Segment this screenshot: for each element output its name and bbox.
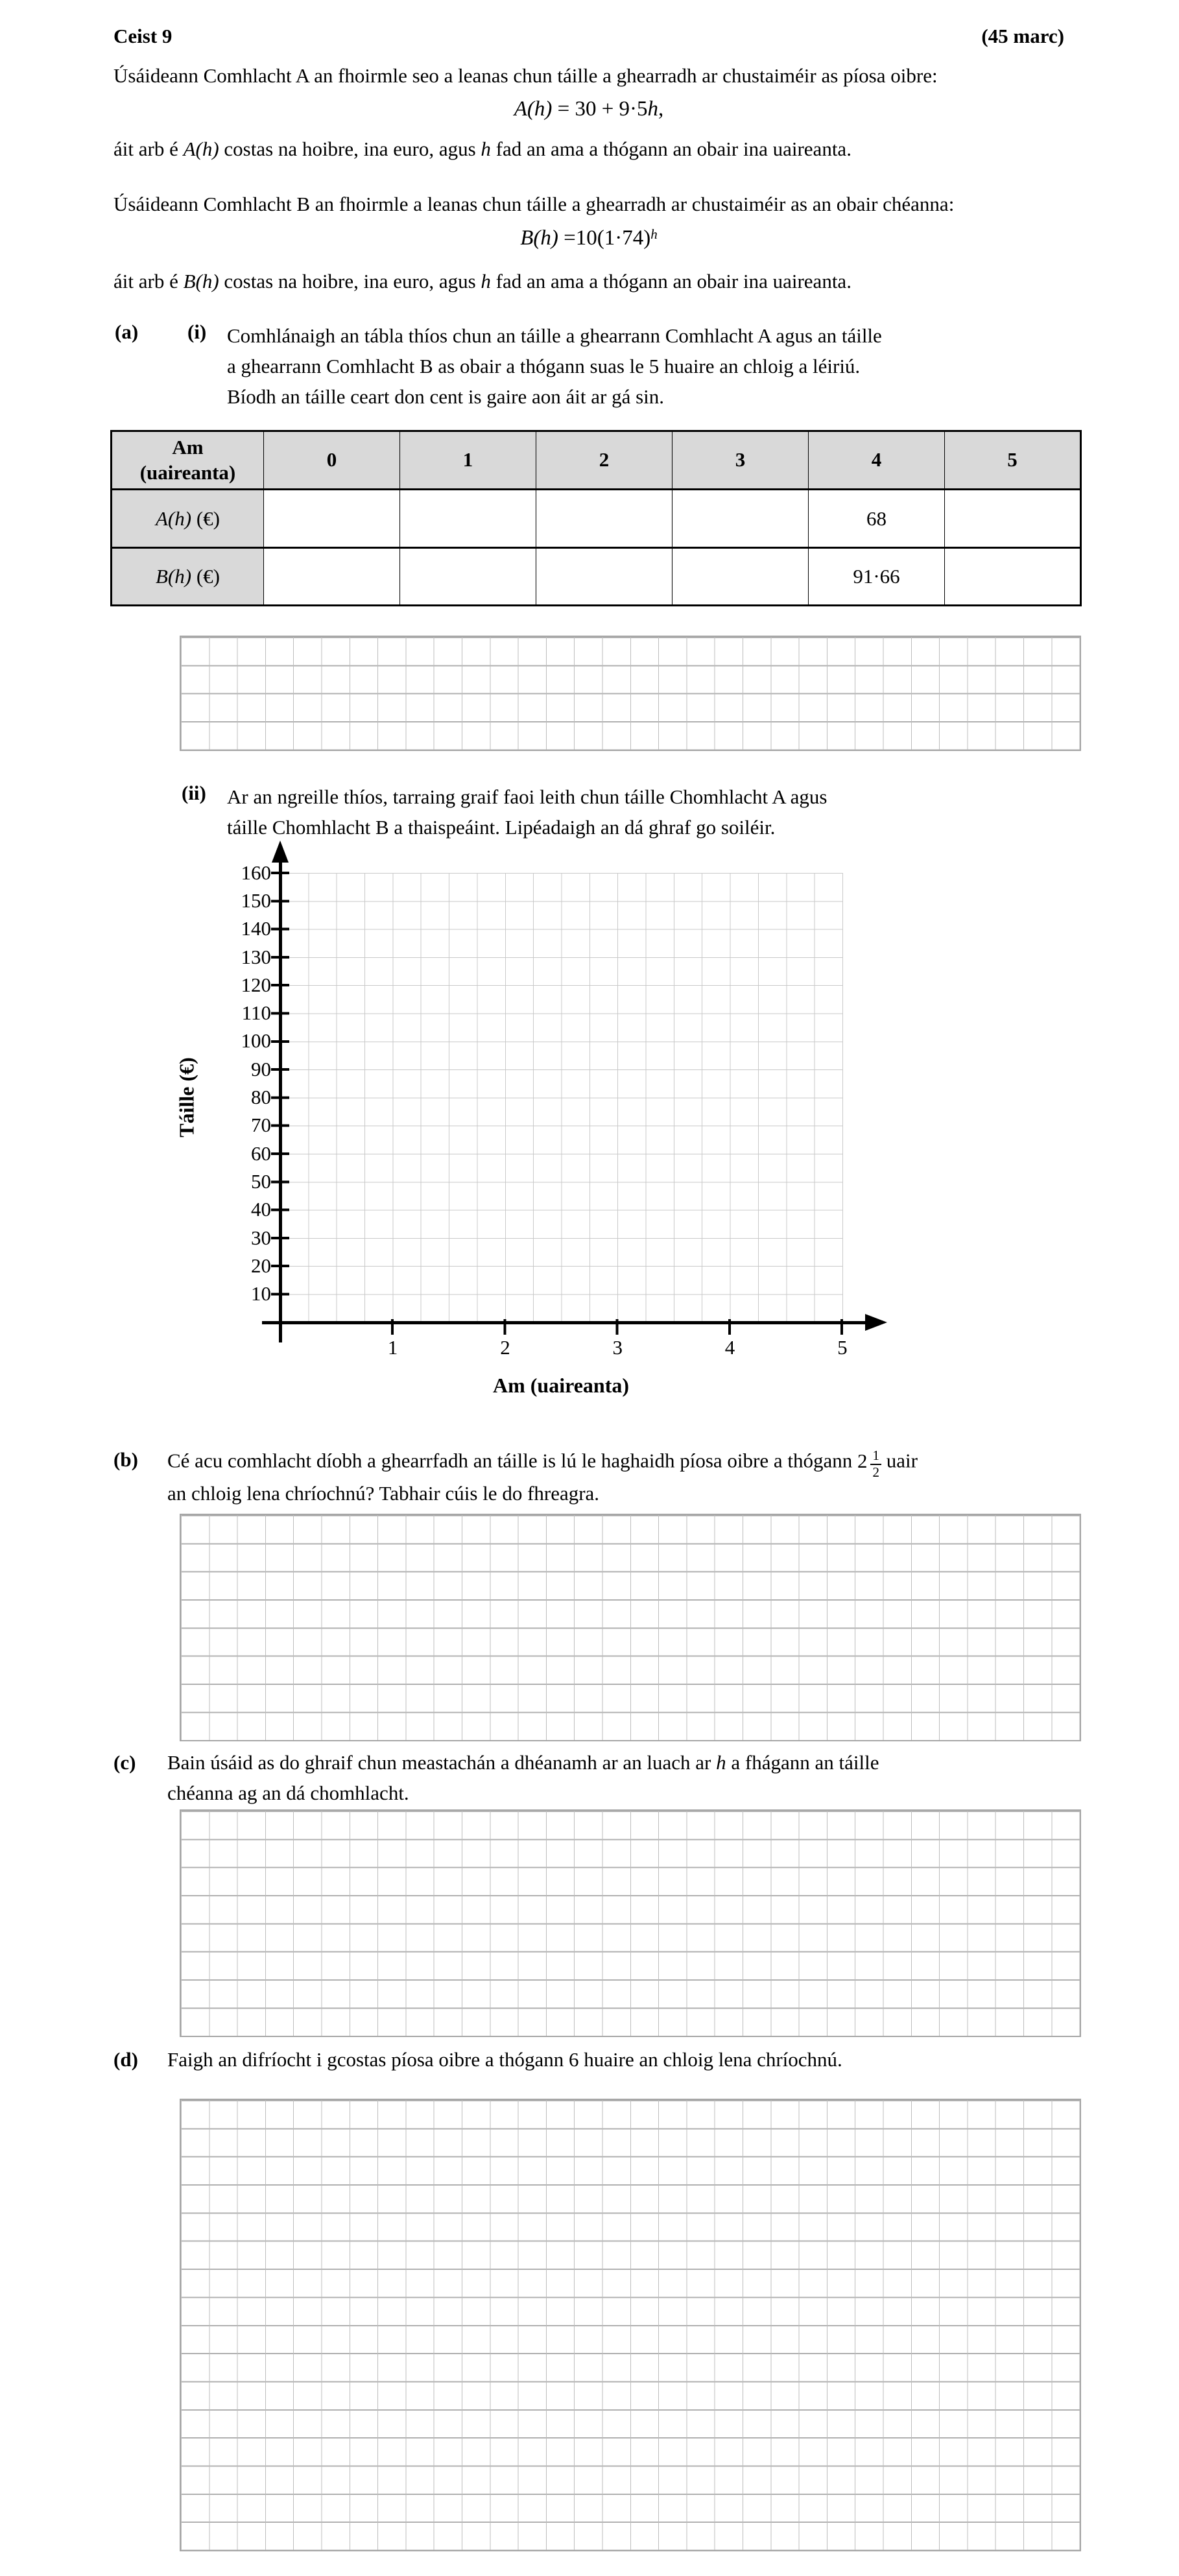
chart-plot-area[interactable] — [280, 873, 843, 1322]
formula-a-variable: h — [647, 97, 659, 121]
hour-col-header: 3 — [673, 431, 809, 490]
math-run: h — [716, 1751, 726, 1774]
y-tick-label: 30 — [251, 1226, 271, 1249]
intro-a-text: Úsáideann Comhlacht A an fhoirmle seo a leanas chun táille a ghearradh ar chustaiméir as píosa oibre: — [113, 64, 938, 87]
y-tick-label: 10 — [251, 1282, 271, 1306]
part-a-ii-line2: táille Chomhlacht B a thaispeáint. Lipéadaigh an dá ghraf go soiléir. — [227, 816, 776, 839]
part-a-ii-label: (ii) — [182, 781, 206, 804]
part-a-i-line3: Bíodh an táille ceart don cent is gaire aon áit ar gá sin. — [227, 385, 665, 408]
question-number: Ceist 9 — [113, 25, 173, 47]
fraction — [870, 1448, 881, 1480]
x-tick-label: 1 — [387, 1336, 398, 1359]
formula-b-exponent: h — [650, 226, 658, 242]
workspace-grid-b[interactable] — [180, 1514, 1081, 1741]
math-run: h — [481, 270, 491, 292]
x-tick-label: 5 — [837, 1336, 848, 1359]
y-tick-label: 90 — [251, 1057, 271, 1080]
fee-table — [110, 430, 1082, 606]
table-cell-b0[interactable] — [264, 548, 400, 606]
part-c-line1 — [167, 1751, 879, 1774]
y-tick-label: 140 — [241, 917, 271, 940]
text-run: fad an ama a thógann an obair ina uaireanta. — [490, 270, 852, 292]
text-run: Cé acu comhlacht díobh a ghearrfadh an táille is lú le haghaidh píosa oibre a thógann — [167, 1449, 857, 1472]
part-b-line1 — [167, 1448, 918, 1480]
x-axis-arrow-icon — [865, 1314, 887, 1331]
part-b-line2: an chloig lena chríochnú? Tabhair cúis le do fhreagra. — [167, 1482, 600, 1505]
text-run: Bain úsáid as do ghraif chun meastachán a dhéanamh ar an luach ar — [167, 1751, 717, 1774]
y-tick-label: 150 — [241, 888, 271, 912]
intro-a-paragraph — [113, 64, 938, 88]
y-tick-label: 70 — [251, 1114, 271, 1137]
y-tick-label: 110 — [241, 1001, 271, 1025]
math-run: h — [481, 137, 491, 160]
page-header — [113, 25, 1064, 48]
table-cell-b2[interactable] — [536, 548, 673, 606]
x-axis-title: Am (uaireanta) — [492, 1374, 630, 1397]
y-tick-label: 60 — [251, 1141, 271, 1165]
workspace-grid-a-i[interactable] — [180, 636, 1081, 751]
part-a-i-line1: Comhlánaigh an tábla thíos chun an táille a ghearrann Comhlacht A agus an táille — [227, 324, 882, 347]
fraction-numerator: 1 — [870, 1448, 881, 1465]
formula-b — [113, 226, 1064, 250]
row-label-b: B(h) (€) — [112, 548, 264, 606]
intro-b-text: Úsáideann Comhlacht B an fhoirmle a leanas chun táille a ghearradh ar chustaiméir as an obair chéanna: — [113, 193, 955, 215]
y-tick-label: 160 — [241, 861, 271, 884]
intro-b-paragraph — [113, 193, 954, 216]
formula-a — [113, 97, 1064, 121]
part-b-label: (b) — [113, 1448, 138, 1471]
formula-a-body: = 30 + 9·5 — [552, 97, 648, 121]
table-cell-a3[interactable] — [673, 490, 809, 548]
table-cell-a1[interactable] — [400, 490, 536, 548]
intro-b-definition — [113, 270, 852, 293]
row-label-a: A(h) (€) — [112, 490, 264, 548]
part-c-label: (c) — [113, 1751, 136, 1774]
text-run: áit arb é — [113, 270, 184, 292]
marks-label: (45 marc) — [981, 25, 1064, 47]
x-axis-tick-labels — [337, 1336, 899, 1359]
part-d-label: (d) — [113, 2048, 138, 2071]
formula-b-function: B(h) — [520, 226, 558, 250]
y-axis-title: Táille (€) — [174, 1057, 198, 1138]
table-cell-a2[interactable] — [536, 490, 673, 548]
table-cell-a0[interactable] — [264, 490, 400, 548]
y-tick-label: 40 — [251, 1198, 271, 1221]
y-axis-line — [279, 851, 282, 1342]
table-cell-b4: 91·66 — [809, 548, 945, 606]
text-run: fad an ama a thógann an obair ina uaireanta. — [490, 137, 852, 160]
mixed-number — [857, 1448, 881, 1480]
y-axis-arrow-icon — [272, 841, 289, 863]
workspace-grid-d[interactable] — [180, 2099, 1081, 2551]
formula-a-function: A(h) — [514, 97, 553, 121]
x-tick-label: 2 — [500, 1336, 510, 1359]
y-tick-label: 120 — [241, 973, 271, 996]
part-a-ii-line1: Ar an ngreille thíos, tarraing graif faoi leith chun táille Chomhlacht A agus — [227, 785, 828, 808]
part-a-i-label: (i) — [187, 320, 207, 343]
part-c-line2: chéanna ag an dá chomhlacht. — [167, 1782, 409, 1804]
y-tick-label: 130 — [241, 945, 271, 968]
y-tick-label: 50 — [251, 1169, 271, 1193]
part-d-text: Faigh an difríocht i gcostas píosa oibre a thógann 6 huaire an chloig lena chríochnú. — [167, 2048, 842, 2071]
mixed-whole: 2 — [857, 1449, 868, 1472]
table-cell-b3[interactable] — [673, 548, 809, 606]
hour-col-header: 1 — [400, 431, 536, 490]
table-corner-header: Am (uaireanta) — [112, 431, 264, 490]
hour-col-header: 5 — [945, 431, 1081, 490]
text-run: a fhágann an táille — [726, 1751, 879, 1774]
hour-col-header: 0 — [264, 431, 400, 490]
workspace-grid-c[interactable] — [180, 1809, 1081, 2037]
table-cell-b1[interactable] — [400, 548, 536, 606]
x-axis-line — [262, 1321, 868, 1324]
x-tick-label: 3 — [612, 1336, 623, 1359]
y-tick-label: 100 — [241, 1029, 271, 1053]
math-run: A(h) — [183, 137, 219, 160]
part-a-label: (a) — [115, 320, 139, 343]
fraction-denominator: 2 — [872, 1464, 879, 1480]
formula-a-comma: , — [658, 97, 664, 121]
part-a-ii-instructions — [227, 781, 827, 842]
hour-col-header: 4 — [809, 431, 945, 490]
table-cell-b5[interactable] — [945, 548, 1081, 606]
text-run: costas na hoibre, ina euro, agus — [219, 137, 481, 160]
hour-col-header: 2 — [536, 431, 673, 490]
y-axis-tick-labels — [192, 859, 271, 1308]
part-a-i-instructions — [227, 320, 882, 412]
text-run: costas na hoibre, ina euro, agus — [219, 270, 481, 292]
y-tick-label: 80 — [251, 1086, 271, 1109]
table-cell-a4: 68 — [809, 490, 945, 548]
math-run: B(h) — [183, 270, 219, 292]
y-tick-label: 20 — [251, 1254, 271, 1277]
text-run: áit arb é — [113, 137, 184, 160]
formula-b-body: =10(1·74) — [558, 226, 651, 250]
x-tick-label: 4 — [724, 1336, 735, 1359]
text-run: uair — [881, 1449, 918, 1472]
intro-a-definition — [113, 137, 852, 161]
table-cell-a5[interactable] — [945, 490, 1081, 548]
part-a-i-line2: a ghearrann Comhlacht B as obair a thógann suas le 5 huaire an chloig a léiriú. — [227, 355, 861, 377]
